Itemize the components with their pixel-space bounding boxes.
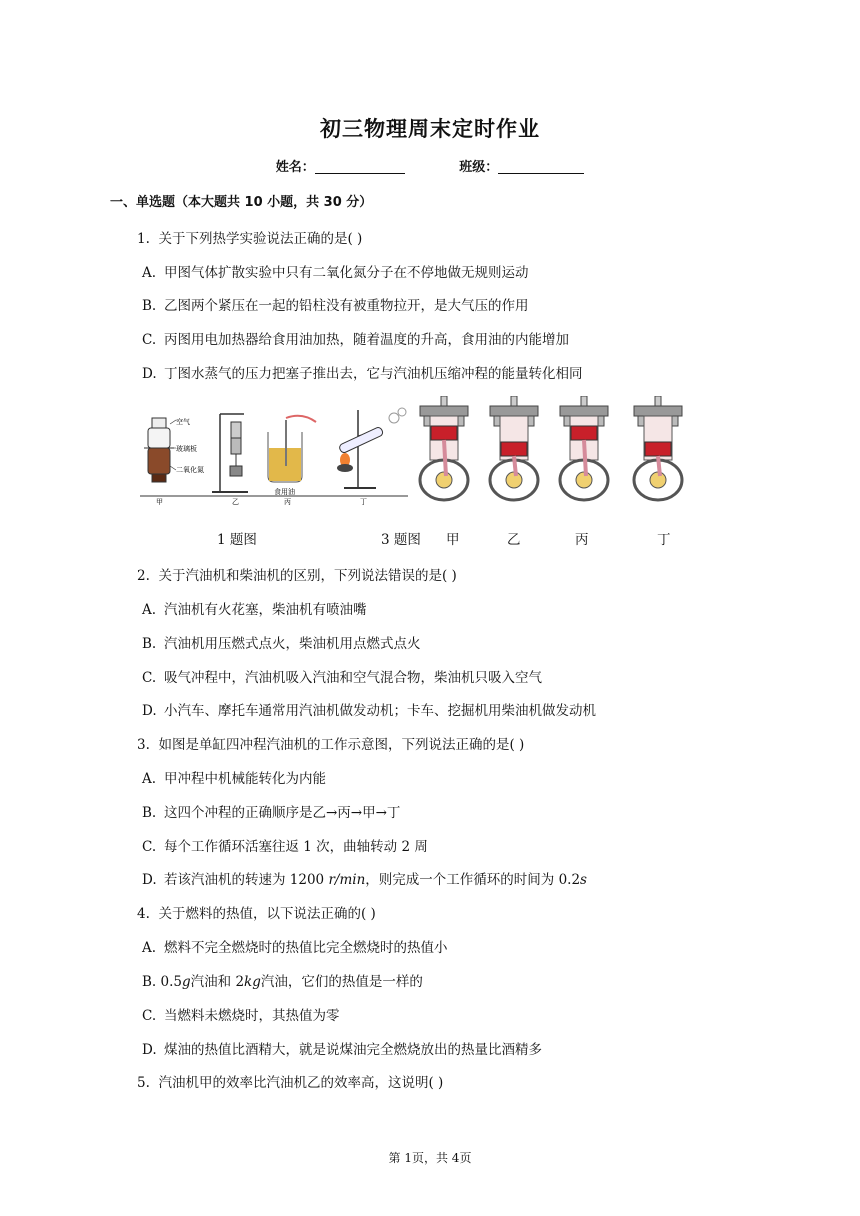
question-stem: 关于燃料的热值，以下说法正确的( ) [158,906,376,922]
question-number: 3. [137,737,150,753]
option-b [142,294,529,314]
option-text: 丁图水蒸气的压力把塞子推出去，它与汽油机压缩冲程的能量转化相同 [164,366,583,382]
option-text: 若该汽油机的转速为 1200 [164,872,329,888]
no2-annotation: 二氧化氮 [176,466,204,474]
fig1-caption: 1 题图 [217,532,257,548]
section-heading: 一、单选题（本大题共 10 小题，共 30 分） [110,195,373,210]
option-label: A. [142,940,157,956]
glass-annotation: 玻璃板 [176,445,197,453]
option-b [142,970,423,990]
unit-second: s [580,872,587,888]
option-b [142,632,421,652]
option-label: B. [142,298,157,314]
option-a [142,598,367,618]
option-d [142,868,587,888]
option-text: 0.5 [160,974,182,990]
option-label: B. [142,974,157,990]
lead-column-stand-icon [212,414,248,506]
page-title: 初三物理周末定时作业 [320,117,540,141]
option-a [142,767,326,787]
option-c [142,666,542,686]
question-stem: 如图是单缸四冲程汽油机的工作示意图，下列说法正确的是( ) [158,737,525,753]
engine-stroke-icon [634,396,682,500]
option-text: 这四个冲程的正确顺序是乙→丙→甲→丁 [164,805,401,821]
question-number: 2. [137,568,150,584]
name-label: 姓名： [275,160,315,175]
question-number: 1. [137,231,150,247]
option-text: 每个工作循环活塞往返 1 次，曲轴转动 2 周 [164,839,428,855]
oil-beaker-icon [268,416,316,506]
option-text-cont: ，则完成一个工作循环的时间为 0.2 [365,872,581,888]
class-blank[interactable] [498,159,584,174]
page-footer: 第 1页，共 4页 [388,1151,472,1165]
option-text: 汽油机有火花塞，柴油机有喷油嘴 [164,602,367,618]
student-info [0,156,860,175]
option-label: B. [142,805,157,821]
option-a [142,261,529,281]
engine-caption-yi: 乙 [507,532,521,548]
option-label: A. [142,771,157,787]
option-b [142,801,400,821]
option-c [142,835,428,855]
oil-annotation: 食用油 [274,488,295,496]
option-text: 小汽车、摩托车通常用汽油机做发动机；卡车、挖掘机用柴油机做发动机 [164,703,596,719]
option-label: C. [142,332,157,348]
option-label: C. [142,1008,157,1024]
option-c [142,328,569,348]
option-text: 煤油的热值比酒精大，就是说煤油完全燃烧放出的热量比酒精多 [164,1042,542,1058]
question-4 [137,902,376,922]
question-3 [137,733,524,753]
option-text: 甲冲程中机械能转化为内能 [164,771,326,787]
name-blank[interactable] [315,159,405,174]
fig-label-ding: 丁 [360,498,367,506]
fig3-caption: 3 题图 [381,532,421,548]
engine-stroke-icon [560,396,608,500]
engine-stroke-icon [420,396,468,500]
option-label: D. [142,872,157,888]
option-text: 甲图气体扩散实验中只有二氧化氮分子在不停地做无规则运动 [164,265,529,281]
option-d [142,1038,542,1058]
option-d [142,362,583,382]
option-label: B. [142,636,157,652]
option-text-cont: 汽油和 2 [190,974,245,990]
question-2 [137,564,457,584]
option-c [142,1004,340,1024]
engine-diagrams [420,396,682,500]
unit-rpm: r/min [328,872,366,888]
option-label: A. [142,265,157,281]
question-1 [137,227,362,247]
option-text: 汽油机用压燃式点火，柴油机用点燃式点火 [164,636,421,652]
question-stem: 关于汽油机和柴油机的区别，下列说法错误的是( ) [158,568,457,584]
engine-caption-jia: 甲 [446,532,460,548]
steam-test-tube-icon [337,408,406,506]
fig-label-bing: 丙 [284,498,291,506]
question-number: 5. [137,1075,150,1091]
option-label: D. [142,1042,157,1058]
question-5 [137,1071,443,1091]
question-stem: 汽油机甲的效率比汽油机乙的效率高，这说明( ) [158,1075,444,1091]
figure-row [140,396,700,506]
option-d [142,699,596,719]
air-annotation: 空气 [176,418,190,426]
option-text: 乙图两个紧压在一起的铅柱没有被重物拉开，是大气压的作用 [164,298,529,314]
option-label: C. [142,839,157,855]
question-number: 4. [137,906,150,922]
unit-kg: kg [244,974,261,990]
option-text: 燃料不完全燃烧时的热值比完全燃烧时的热值小 [164,940,448,956]
option-text: 当燃料未燃烧时，其热值为零 [164,1008,340,1024]
option-label: D. [142,366,157,382]
option-label: C. [142,670,157,686]
diffusion-apparatus-icon [144,417,204,506]
option-label: D. [142,703,157,719]
option-label: A. [142,602,157,618]
option-text: 吸气冲程中，汽油机吸入汽油和空气混合物，柴油机只吸入空气 [164,670,542,686]
engine-caption-bing: 丙 [575,532,589,548]
engine-caption-ding: 丁 [657,532,671,548]
class-label: 班级： [459,160,499,175]
question-stem: 关于下列热学实验说法正确的是( ) [158,231,363,247]
unit-gram: g [182,974,191,990]
option-text: 丙图用电加热器给食用油加热，随着温度的升高，食用油的内能增加 [164,332,569,348]
engine-stroke-icon [490,396,538,500]
fig-label-yi: 乙 [232,498,239,506]
option-a [142,936,448,956]
fig-label-jia: 甲 [156,498,163,506]
option-text-end: 汽油，它们的热值是一样的 [260,974,423,990]
